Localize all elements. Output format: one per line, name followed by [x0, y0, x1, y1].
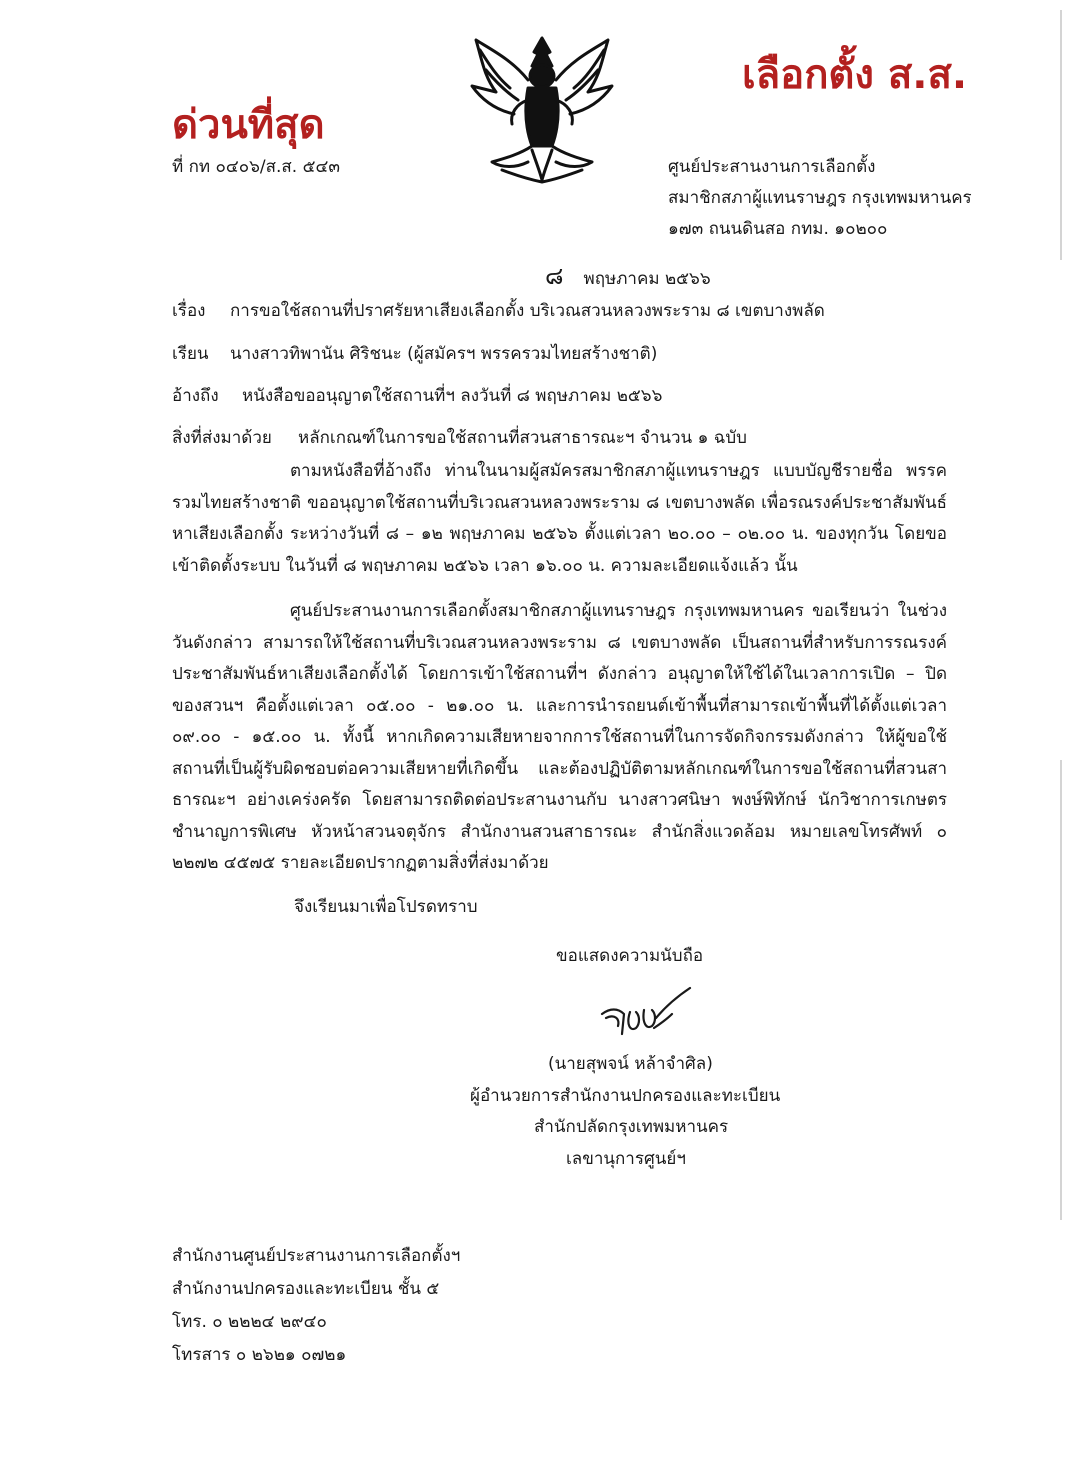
garuda-emblem-icon — [462, 30, 622, 188]
footer-phone: โทร. ๐ ๒๒๒๔ ๒๙๔๐ — [172, 1312, 327, 1332]
subject-label: เรื่อง — [172, 301, 206, 321]
signatory-position-1: ผู้อำนวยการสำนักงานปกครองและทะเบียน — [470, 1086, 781, 1106]
subject-line — [172, 297, 825, 324]
reference-line — [172, 382, 662, 409]
footer-line: สำนักงานปกครองและทะเบียน ชั้น ๕ — [172, 1279, 440, 1299]
footer-line: สำนักงานศูนย์ประสานงานการเลือกตั้งฯ — [172, 1246, 461, 1266]
footer-fax: โทรสาร ๐ ๒๖๒๑ ๐๗๒๑ — [172, 1345, 347, 1365]
closing-line: จึงเรียนมาเพื่อโปรดทราบ — [294, 897, 478, 917]
signatory-name: (นายสุพจน์ หล้าจำศิล) — [548, 1054, 713, 1074]
reference-text: หนังสือขออนุญาตใช้สถานที่ฯ ลงวันที่ ๘ พฤษภาคม ๒๕๖๖ — [242, 386, 663, 406]
recipient-label: เรียน — [172, 344, 209, 364]
enclosure-text: หลักเกณฑ์ในการขอใช้สถานที่สวนสาธารณะฯ จำนวน ๑ ฉบับ — [298, 428, 747, 448]
signatory-position-3: เลขานุการศูนย์ฯ — [566, 1149, 686, 1169]
recipient-line — [172, 340, 657, 367]
office-line: สมาชิกสภาผู้แทนราษฎร กรุงเทพมหานคร — [668, 188, 972, 208]
document-date — [545, 256, 711, 295]
date-month-year: พฤษภาคม ๒๕๖๖ — [583, 269, 711, 289]
footer-contact — [172, 1240, 460, 1372]
scan-edge-mark — [1060, 10, 1062, 260]
office-line: ๑๗๓ ถนนดินสอ กทม. ๑๐๒๐๐ — [668, 219, 888, 239]
document-number: ที่ กท ๐๔๐๖/ส.ส. ๕๔๓ — [172, 157, 340, 177]
election-stamp: เลือกตั้ง ส.ส. — [742, 52, 968, 98]
subject-text: การขอใช้สถานที่ปราศรัยหาเสียงเลือกตั้ง บริเวณสวนหลวงพระราม ๘ เขตบางพลัด — [230, 301, 825, 321]
scan-edge-mark — [1060, 760, 1062, 1220]
recipient-text: นางสาวทิพานัน ศิริชนะ (ผู้สมัครฯ พรรครวมไทยสร้างชาติ) — [230, 344, 658, 364]
reference-label: อ้างถึง — [172, 386, 219, 406]
enclosure-line — [172, 424, 747, 451]
office-line: ศูนย์ประสานงานการเลือกตั้ง — [668, 157, 876, 177]
handwritten-signature — [596, 984, 696, 1044]
enclosure-label: สิ่งที่ส่งมาด้วย — [172, 428, 272, 448]
body-paragraph-2: ศูนย์ประสานงานการเลือกตั้งสมาชิกสภาผู้แทนราษฎร กรุงเทพมหานคร ขอเรียนว่า ในช่วงวันดังกล่าว สามารถให้ใช้สถานที่บริเวณสวนหลวงพระราม ๘ เขตบางพลัด เป็นสถานที่สำหรับการรณรงค์ประชาสัมพันธ์หาเสียงเลือกตั้งได้ โดยการเข้าใช้สถานที่ฯ ดังกล่าว อนุญาตให้ใช้ได้ในเวลาการเปิด – ปิด ของสวนฯ คือตั้งแต่เวลา ๐๕.๐๐ - ๒๑.๐๐ น. และการนำรถยนต์เข้าพื้นที่สามารถเข้าพื้นที่ได้ตั้งแต่เวลา ๐๙.๐๐ - ๑๕.๐๐ น. ทั้งนี้ หากเกิดความเสียหายจากการใช้สถานที่ในการจัดกิจกรรมดังกล่าว ให้ผู้ขอใช้สถานที่เป็นผู้รับผิดชอบต่อความเสียหายที่เกิดขึ้น และต้องปฏิบัติตามหลักเกณฑ์ในการขอใช้สถานที่สวนสาธารณะฯ อย่างเคร่งครัด โดยสามารถติดต่อประสานงานกับ นางสาวศนิษา พงษ์พิทักษ์ นักวิชาการเกษตรชำนาญการพิเศษ หัวหน้าสวนจตุจักร สำนักงานสวนสาธารณะ สำนักสิ่งแวดล้อม หมายเลขโทรศัพท์ ๐ ๒๒๗๒ ๔๕๗๕ รายละเอียดปรากฏตามสิ่งที่ส่งมาด้วย — [172, 601, 947, 873]
office-address — [668, 152, 972, 245]
urgent-stamp: ด่วนที่สุด — [172, 102, 325, 148]
regards-line: ขอแสดงความนับถือ — [556, 946, 704, 966]
body-paragraph-1: ตามหนังสือที่อ้างถึง ท่านในนามผู้สมัครสมาชิกสภาผู้แทนราษฎร แบบบัญชีรายชื่อ พรรครวมไทยสร้างชาติ ขออนุญาตใช้สถานที่บริเวณสวนหลวงพระราม ๘ เขตบางพลัด เพื่อรณรงค์ประชาสัมพันธ์หาเสียงเลือกตั้ง ระหว่างวันที่ ๘ – ๑๒ พฤษภาคม ๒๕๖๖ ตั้งแต่เวลา ๒๐.๐๐ – ๐๒.๐๐ น. ของทุกวัน โดยขอเข้าติดตั้งระบบ ในวันที่ ๘ พฤษภาคม ๒๕๖๖ เวลา ๑๖.๐๐ น. ความละเอียดแจ้งแล้ว นั้น — [172, 461, 947, 576]
date-day-handwritten: ๘ — [545, 262, 564, 290]
signatory-position-2: สำนักปลัดกรุงเทพมหานคร — [534, 1117, 729, 1137]
